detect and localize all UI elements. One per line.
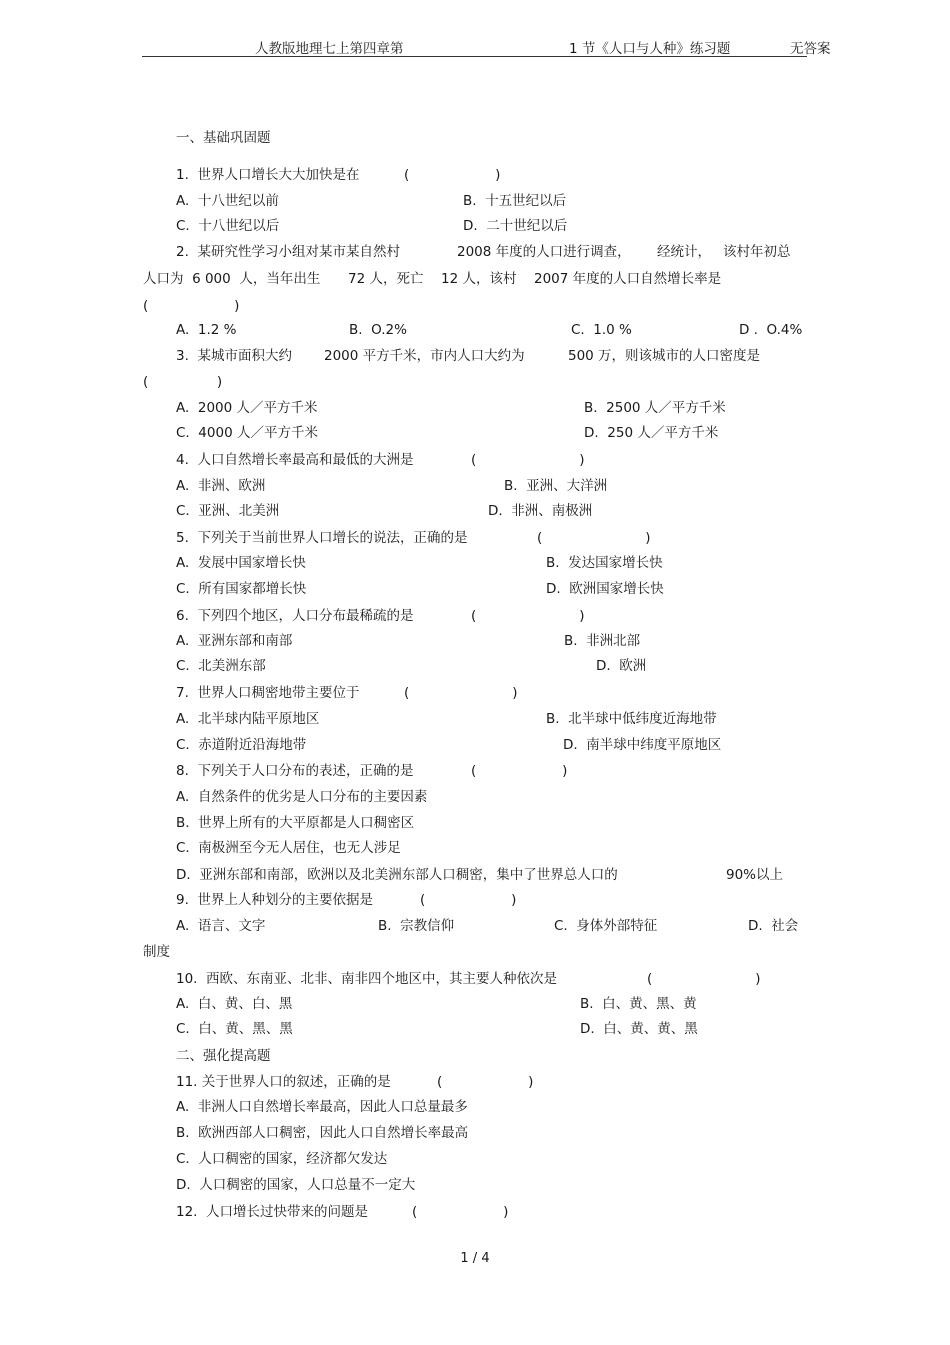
q9-option-d: D. 社会 xyxy=(748,918,799,934)
q8-option-d-tail: 90%以上 xyxy=(726,867,784,883)
q2-stem-1: 2. 某研究性学习小组对某市某自然村 xyxy=(176,244,400,260)
q3-stem-2: 2000 平方千米，市内人口大约为 xyxy=(324,348,525,364)
q8-option-b: B. 世界上所有的大平原都是人口稠密区 xyxy=(176,815,415,831)
q1-option-b: B. 十五世纪以后 xyxy=(463,193,567,209)
q10-option-c: C. 白、黄、黑、黑 xyxy=(176,1021,293,1037)
q10-paren: ( ) xyxy=(647,971,761,987)
q2-line2-2: 72 人，死亡 xyxy=(348,271,424,287)
header-title: 人教版地理七上第四章第 xyxy=(255,41,404,57)
q3-option-d: D. 250 人／平方千米 xyxy=(584,425,719,441)
q2-option-d: D . O.4% xyxy=(739,322,803,338)
q1-option-d: D. 二十世纪以后 xyxy=(463,218,568,234)
q11-option-c: C. 人口稠密的国家，经济都欠发达 xyxy=(176,1151,388,1167)
q7-option-b: B. 北半球中低纬度近海地带 xyxy=(546,711,717,727)
q11-option-d: D. 人口稠密的国家，人口总量不一定大 xyxy=(176,1177,416,1193)
header-section: 1 节《人口与人种》练习题 xyxy=(569,41,731,57)
q2-option-b: B. O.2% xyxy=(349,322,407,338)
q12-paren: ( ) xyxy=(412,1204,509,1220)
q2-option-a: A. 1.2 % xyxy=(176,322,237,338)
q9-option-c: C. 身体外部特征 xyxy=(554,918,658,934)
q8-option-d: D. 亚洲东部和南部，欧洲以及北美洲东部人口稠密，集中了世界总人口的 xyxy=(176,867,618,883)
q3-option-b: B. 2500 人／平方千米 xyxy=(584,400,726,416)
q6-option-b: B. 非洲北部 xyxy=(564,633,641,649)
q7-paren: ( ) xyxy=(404,685,518,701)
header-note: 无答案 xyxy=(790,41,831,57)
q2-stem-3: 经统计， xyxy=(657,244,711,260)
q8-option-c: C. 南极洲至今无人居住，也无人涉足 xyxy=(176,840,401,856)
q7-option-d: D. 南半球中纬度平原地区 xyxy=(563,737,722,753)
q3-option-c: C. 4000 人／平方千米 xyxy=(176,425,318,441)
q5-paren: ( ) xyxy=(537,530,651,546)
q4-option-c: C. 亚洲、北美洲 xyxy=(176,503,280,519)
q8-paren: ( ) xyxy=(471,763,568,779)
q4-paren: ( ) xyxy=(471,452,585,468)
q4-stem: 4. 人口自然增长率最高和最低的大洲是 xyxy=(176,452,414,468)
q10-option-d: D. 白、黄、黄、黑 xyxy=(580,1021,698,1037)
q11-option-b: B. 欧洲西部人口稠密，因此人口自然增长率最高 xyxy=(176,1125,469,1141)
q1-option-c: C. 十八世纪以后 xyxy=(176,218,280,234)
section-advanced-heading: 二、强化提高题 xyxy=(176,1048,271,1064)
q11-paren: ( ) xyxy=(437,1074,534,1090)
q4-option-d: D. 非洲、南极洲 xyxy=(488,503,593,519)
q7-option-c: C. 赤道附近沿海地带 xyxy=(176,737,307,753)
q9-paren: ( ) xyxy=(420,892,517,908)
q2-option-c: C. 1.0 % xyxy=(571,322,632,338)
q9-option-a: A. 语言、文字 xyxy=(176,918,266,934)
q4-option-a: A. 非洲、欧洲 xyxy=(176,478,266,494)
q6-stem: 6. 下列四个地区，人口分布最稀疏的是 xyxy=(176,608,414,624)
q9-option-b: B. 宗教信仰 xyxy=(378,918,455,934)
q6-option-a: A. 亚洲东部和南部 xyxy=(176,633,293,649)
q5-option-b: B. 发达国家增长快 xyxy=(546,555,663,571)
q1-stem: 1. 世界人口增长大大加快是在 xyxy=(176,167,360,183)
page-number: 1 / 4 xyxy=(460,1251,490,1266)
page-header xyxy=(142,37,831,57)
q6-paren: ( ) xyxy=(471,608,585,624)
q3-stem-1: 3. 某城市面积大约 xyxy=(176,348,292,364)
q8-option-a: A. 自然条件的优劣是人口分布的主要因素 xyxy=(176,789,428,805)
q4-option-b: B. 亚洲、大洋洲 xyxy=(504,478,608,494)
q10-stem: 10. 西欧、东南亚、北非、南非四个地区中，其主要人种依次是 xyxy=(176,971,558,987)
q1-paren: ( ) xyxy=(404,167,501,183)
q2-line2-4: 2007 年度的人口自然增长率是 xyxy=(534,271,722,287)
q7-option-a: A. 北半球内陆平原地区 xyxy=(176,711,320,727)
q2-line2-1: 人口为 6 000 人，当年出生 xyxy=(143,271,321,287)
q2-stem-4: 该村年初总 xyxy=(723,244,791,260)
q5-stem: 5. 下列关于当前世界人口增长的说法，正确的是 xyxy=(176,530,468,546)
section-basic-heading: 一、基础巩固题 xyxy=(176,130,271,146)
q3-stem-3: 500 万，则该城市的人口密度是 xyxy=(568,348,761,364)
q8-stem: 8. 下列关于人口分布的表述，正确的是 xyxy=(176,763,414,779)
q1-option-a: A. 十八世纪以前 xyxy=(176,193,279,209)
q2-stem-2: 2008 年度的人口进行调查， xyxy=(457,244,631,260)
q12-stem: 12. 人口增长过快带来的问题是 xyxy=(176,1204,369,1220)
q10-option-a: A. 白、黄、白、黑 xyxy=(176,996,293,1012)
q3-option-a: A. 2000 人／平方千米 xyxy=(176,400,318,416)
q7-stem: 7. 世界人口稠密地带主要位于 xyxy=(176,685,360,701)
q9-stem: 9. 世界上人种划分的主要依据是 xyxy=(176,892,373,908)
q2-paren: ( ) xyxy=(143,298,240,314)
q11-stem: 11. 关于世界人口的叙述，正确的是 xyxy=(176,1074,391,1090)
q11-option-a: A. 非洲人口自然增长率最高，因此人口总量最多 xyxy=(176,1099,468,1115)
q6-option-d: D. 欧洲 xyxy=(596,658,647,674)
q2-line2-3: 12 人，该村 xyxy=(441,271,517,287)
q5-option-c: C. 所有国家都增长快 xyxy=(176,581,307,597)
q5-option-a: A. 发展中国家增长快 xyxy=(176,555,306,571)
q6-option-c: C. 北美洲东部 xyxy=(176,658,266,674)
q9-option-d-tail: 制度 xyxy=(143,944,170,960)
q3-paren: ( ) xyxy=(143,374,223,390)
q10-option-b: B. 白、黄、黑、黄 xyxy=(580,996,697,1012)
q5-option-d: D. 欧洲国家增长快 xyxy=(546,581,664,597)
